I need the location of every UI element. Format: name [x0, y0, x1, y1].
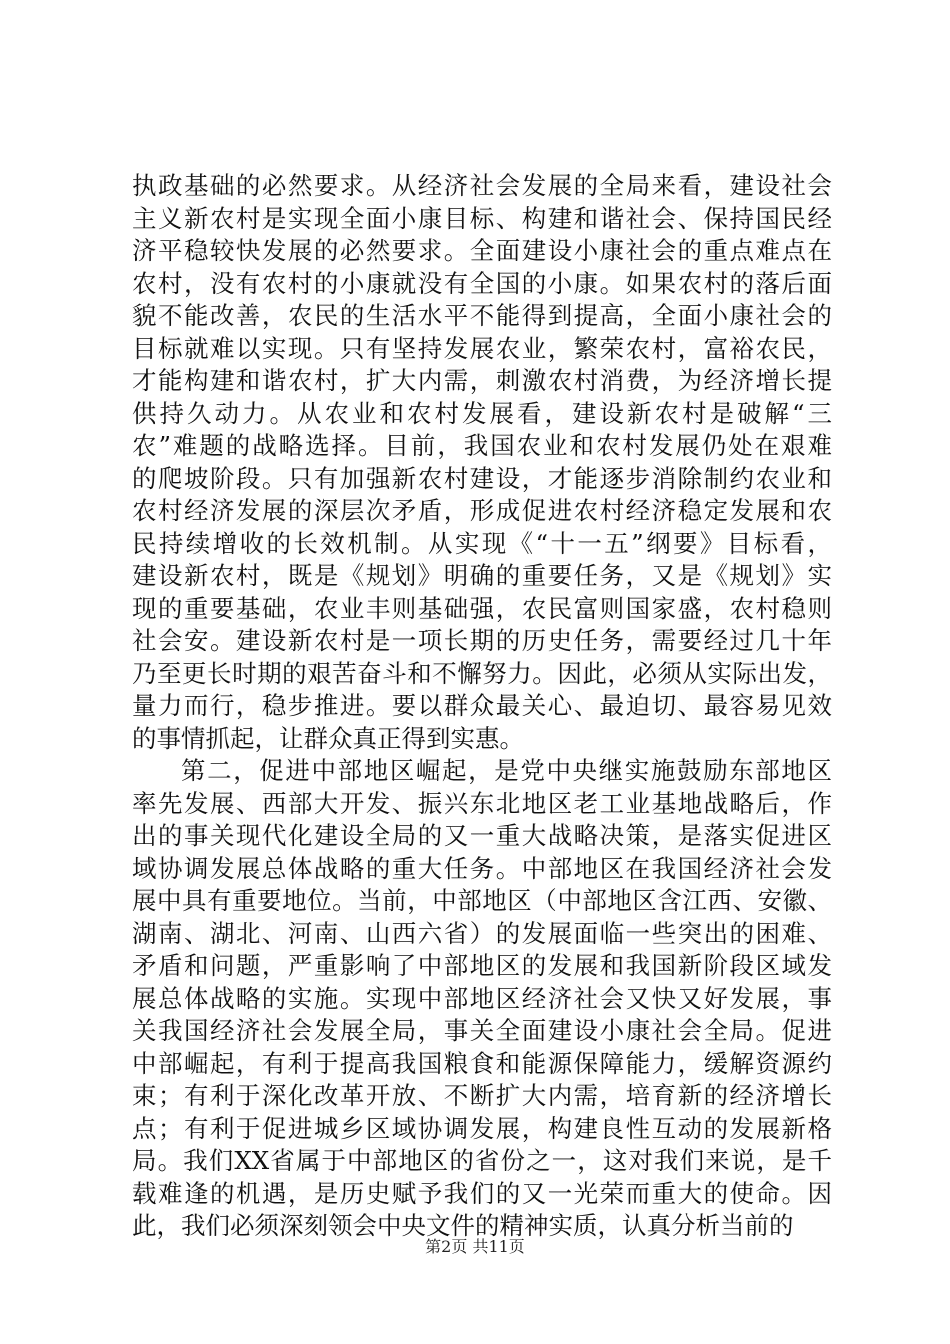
- text-line: 民持续增收的长效机制。从实现《“十一五”纲要》目标看，: [132, 528, 832, 558]
- text-line: 展总体战略的实施。实现中部地区经济社会又快又好发展，事: [132, 983, 832, 1013]
- text-line: 的爬坡阶段。只有加强新农村建设，才能逐步消除制约农业和: [132, 463, 832, 493]
- text-line: 载难逢的机遇，是历史赋予我们的又一光荣而重大的使命。因: [132, 1178, 832, 1208]
- text-line: 建设新农村，既是《规划》明确的重要任务，又是《规划》实: [132, 561, 832, 590]
- text-line: 点；有利于促进城乡区域协调发展，构建良性互动的发展新格: [132, 1113, 832, 1143]
- text-line: 目标就难以实现。只有坚持发展农业，繁荣农村，富裕农民，: [132, 333, 832, 363]
- text-line: 第二，促进中部地区崛起，是党中央继实施鼓励东部地区: [181, 756, 832, 785]
- text-line: 农村经济发展的深层次矛盾，形成促进农村经济稳定发展和农: [132, 496, 832, 525]
- text-line: 束；有利于深化改革开放、不断扩大内需，培育新的经济增长: [132, 1081, 832, 1110]
- text-line: 农村，没有农村的小康就没有全国的小康。如果农村的落后面: [132, 268, 832, 298]
- text-line: 关我国经济社会发展全局，事关全面建设小康社会全局。促进: [132, 1016, 832, 1045]
- page-footer: 第2页 共11页: [425, 1237, 525, 1256]
- text-line: 中部崛起，有利于提高我国粮食和能源保障能力，缓解资源约: [132, 1048, 832, 1078]
- text-line: 貌不能改善，农民的生活水平不能得到提高，全面小康社会的: [132, 301, 832, 330]
- text-line: 现的重要基础，农业丰则基础强，农民富则国家盛，农村稳则: [132, 593, 832, 623]
- text-line: 供持久动力。从农业和农村发展看，建设新农村是破解“三: [132, 398, 832, 428]
- text-line: 量力而行，稳步推进。要以群众最关心、最迫切、最容易见效: [132, 691, 832, 720]
- text-line: 率先发展、西部大开发、振兴东北地区老工业基地战略后，作: [132, 788, 832, 818]
- document-body: [132, 170, 832, 1243]
- paragraph: [132, 755, 832, 1243]
- text-line: 乃至更长时期的艰苦奋斗和不懈努力。因此，必须从实际出发，: [132, 658, 832, 688]
- text-line: 此，我们必须深刻领会中央文件的精神实质，认真分析当前的: [132, 1211, 794, 1240]
- text-line: 湖南、湖北、河南、山西六省）的发展面临一些突出的困难、: [132, 918, 832, 948]
- text-line: 矛盾和问题，严重影响了中部地区的发展和我国新阶段区域发: [132, 951, 832, 980]
- text-line: 的事情抓起，让群众真正得到实惠。: [132, 723, 524, 753]
- paragraph: [132, 170, 832, 755]
- text-line: 主义新农村是实现全面小康目标、构建和谐社会、保持国民经: [132, 203, 832, 233]
- text-line: 济平稳较快发展的必然要求。全面建设小康社会的重点难点在: [132, 236, 832, 265]
- text-line: 社会安。建设新农村是一项长期的历史任务，需要经过几十年: [132, 626, 832, 655]
- text-line: 域协调发展总体战略的重大任务。中部地区在我国经济社会发: [132, 853, 832, 883]
- text-line: 农”难题的战略选择。目前，我国农业和农村发展仍处在艰难: [132, 431, 832, 460]
- text-line: 局。我们XX省属于中部地区的省份之一，这对我们来说，是千: [132, 1146, 832, 1175]
- text-line: 出的事关现代化建设全局的又一重大战略决策，是落实促进区: [132, 821, 832, 850]
- text-line: 才能构建和谐农村，扩大内需，刺激农村消费，为经济增长提: [132, 366, 832, 395]
- text-line: 执政基础的必然要求。从经济社会发展的全局来看，建设社会: [132, 171, 832, 200]
- text-line: 展中具有重要地位。当前，中部地区（中部地区含江西、安徽、: [132, 886, 832, 915]
